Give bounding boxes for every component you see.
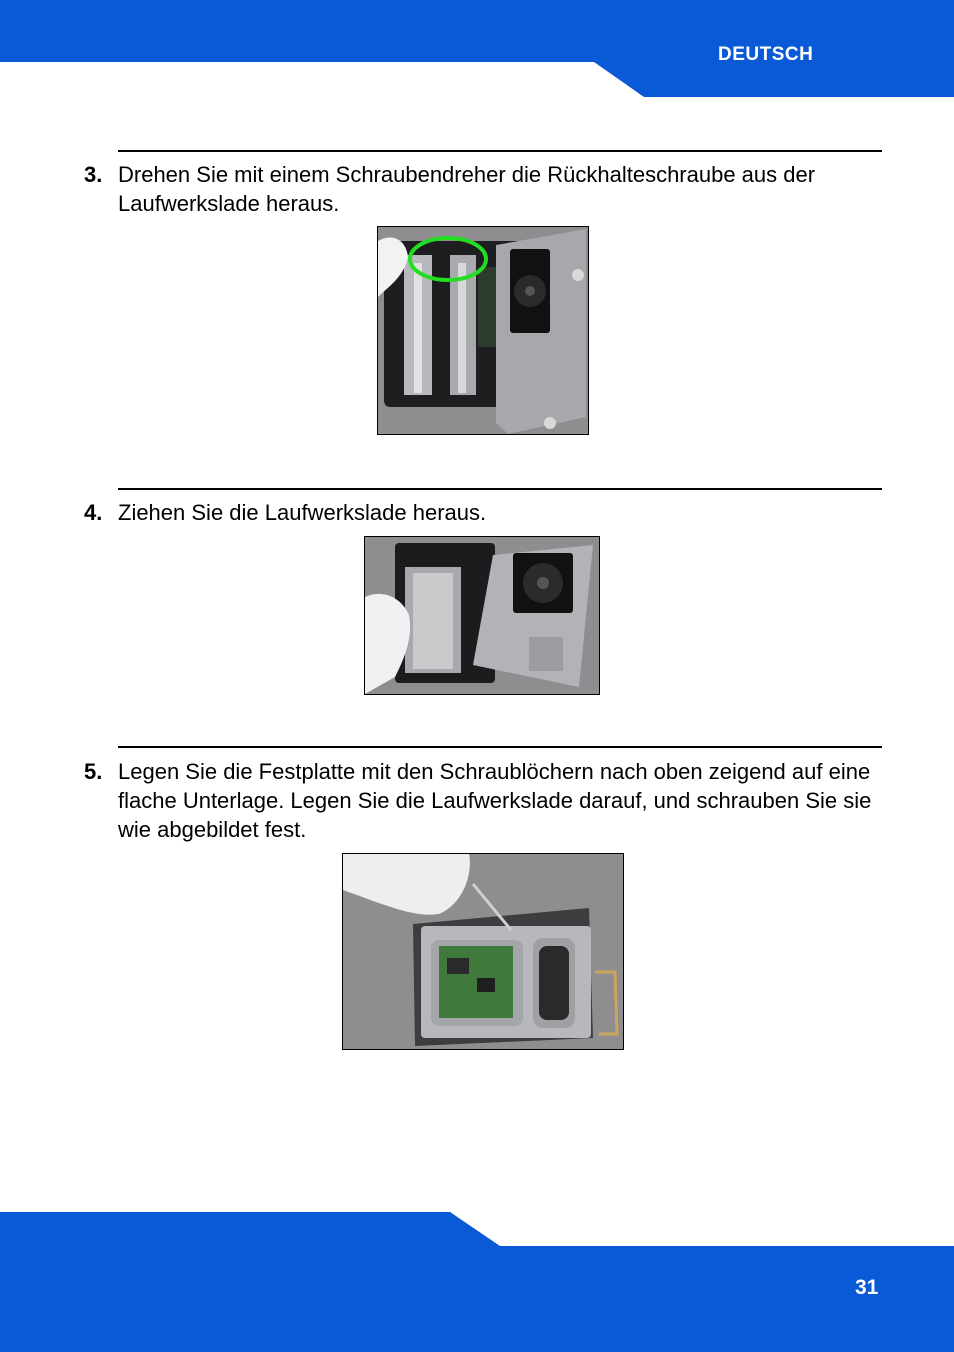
page-number: 31 bbox=[855, 1276, 879, 1299]
step-3-divider bbox=[118, 150, 882, 152]
step-5-text: Legen Sie die Festplatte mit den Schraublöchern nach oben zeigend auf eine flache Unterlage. Legen Sie die Laufwerkslade darauf, und schrauben Sie sie wie abgebildet fest. bbox=[118, 759, 872, 842]
language-label: DEUTSCH bbox=[718, 44, 814, 65]
step-3-text: Drehen Sie mit einem Schraubendreher die Rückhalteschraube aus der Laufwerkslade heraus. bbox=[118, 162, 816, 216]
step-4-divider bbox=[118, 488, 882, 490]
step-4-number: 4. bbox=[84, 500, 103, 525]
step-4-photo bbox=[364, 536, 600, 695]
step-3-number: 3. bbox=[84, 162, 103, 187]
step-5-photo bbox=[342, 853, 624, 1050]
step-4-text: Ziehen Sie die Laufwerkslade heraus. bbox=[118, 500, 487, 525]
step-5-number: 5. bbox=[84, 759, 103, 784]
step-3-photo bbox=[377, 226, 589, 435]
footer-band bbox=[0, 1210, 954, 1352]
step-5-divider bbox=[118, 746, 882, 748]
